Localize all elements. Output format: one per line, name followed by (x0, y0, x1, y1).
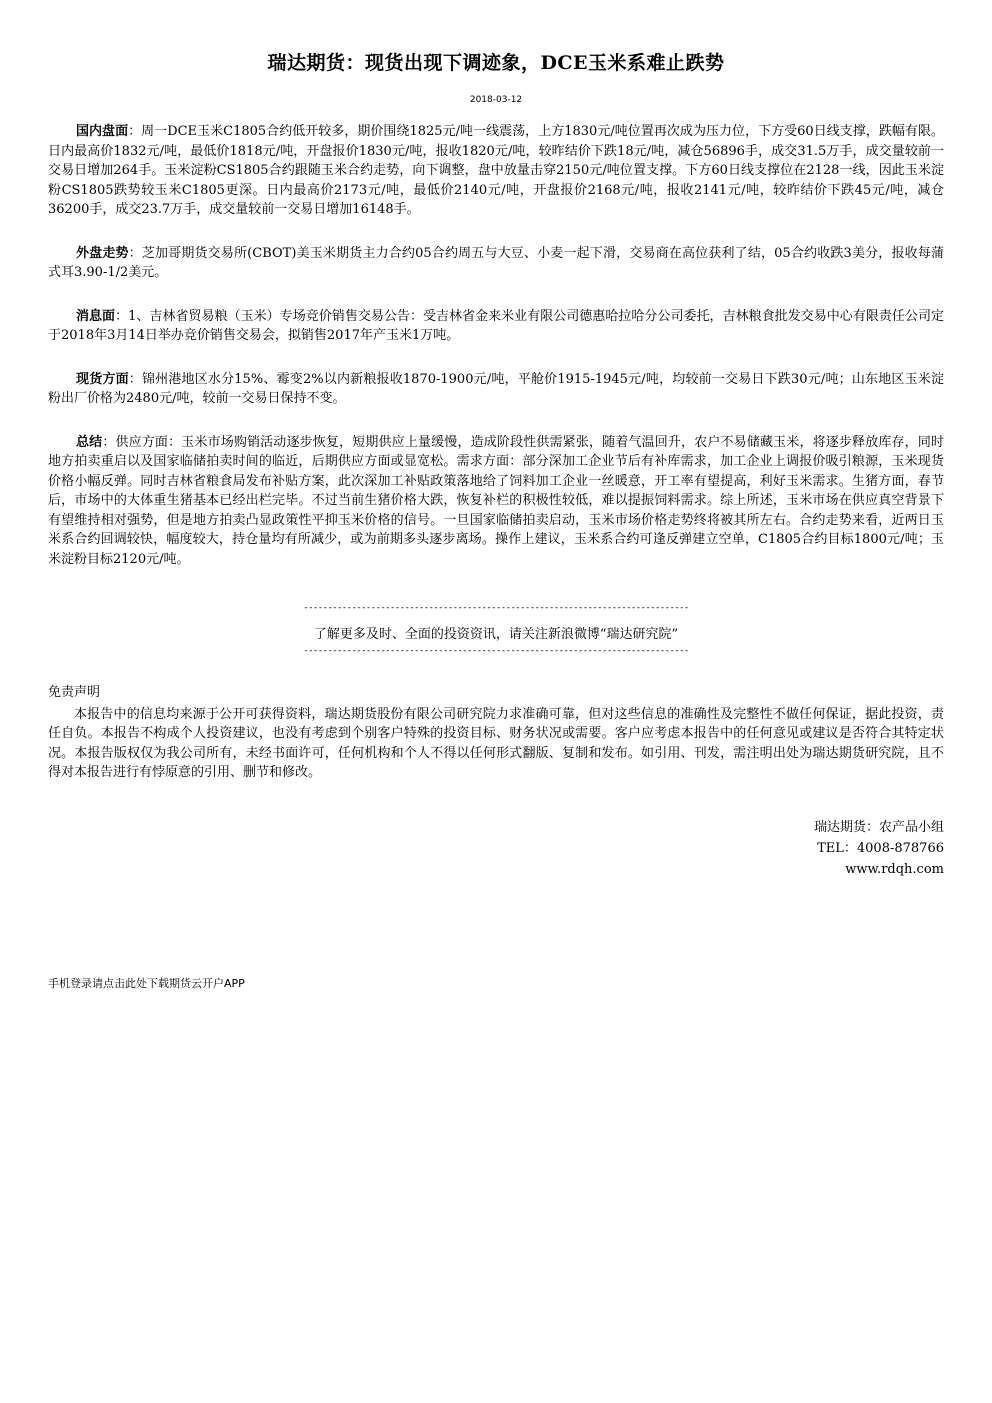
section-label: 总结 (76, 434, 103, 450)
section-label: 消息面 (76, 308, 116, 324)
signature-web[interactable]: www.rdqh.com (845, 862, 944, 877)
disclaimer-text: 本报告中的信息均来源于公开可获得资料，瑞达期货股份有限公司研究院力求准确可靠，但对这些信息的准确性及完整性不做任何保证，据此投资，责任自负。本报告不构成个人投资建议，也没有考虑到个别客户特殊的投资目标、财务状况或需要。客户应考虑本报告中的任何意见或建议是否符合其特定状况。本报告版权仅为我公司所有，未经书面许可，任何机构和个人不得以任何形式翻版、复制和发布。如引用、刊发，需注明出处为瑞达期货研究院，且不得对本报告进行有悖原意的引用、删节和修改。 (48, 706, 944, 780)
divider-top: -------------------------------------------------------------------------------- (303, 603, 689, 613)
weibo-notice (240, 603, 752, 660)
signature-team: 瑞达期货：农产品小组 (813, 820, 944, 835)
section-label: 现货方面 (76, 371, 129, 387)
signature-tel: TEL：4008-878766 (817, 841, 944, 856)
report-date: 2018-03-12 (469, 95, 523, 105)
section-text: ：供应方面：玉米市场购销活动逐步恢复，短期供应上量缓慢，造成阶段性供需紧张，随着气温回升，农户不易储藏玉米，将逐步释放库存，同时地方拍卖重启以及国家临储拍卖时间的临近，后期供应方面或显宽松。需求方面：部分深加工企业节后有补库需求，加工企业上调报价吸引粮源，玉米现货价格小幅反弹。同时吉林省粮食局发布补贴方案，此次深加工补贴政策落地给了饲料加工企业一丝暖意，开工率有望提高，利好玉米需求。生猪方面，春节后，市场中的大体重生猪基本已经出栏完毕。不过当前生猪价格大跌，恢复补栏的积极性较低，难以提振饲料需求。综上所述，玉米市场在供应真空背景下有望维持相对强势，但是地方拍卖凸显政策性平抑玉米价格的信号。一旦国家临储拍卖启动，玉米市场价格走势终将被其所左右。合约走势来看，近两日玉米系合约回调较快，幅度较大，持仓量均有所减少，或为前期多头逐步离场。操作上建议，玉米系合约可逢反弹建立空单，C1805合约目标1800元/吨；玉米淀粉目标2120元/吨。 (48, 434, 944, 567)
section-summary (48, 433, 944, 570)
section-label: 国内盘面 (76, 124, 129, 139)
section-label: 外盘走势 (76, 245, 129, 261)
section-overseas-market (48, 244, 944, 283)
signature (814, 817, 944, 880)
divider-bottom: -------------------------------------------------------------------------------- (303, 646, 689, 656)
disclaimer (48, 683, 944, 783)
section-text: ：芝加哥期货交易所(CBOT)美玉米期货主力合约05合约周五与大豆、小麦一起下滑，交易商在高位获利了结，05合约收跌3美分，报收每蒲式耳3.90-1/2美元。 (48, 245, 944, 280)
report-title: 瑞达期货：现货出现下调迹象，DCE玉米系难止跌势 (267, 52, 725, 74)
disclaimer-title: 免责声明 (48, 685, 101, 700)
section-text: ：1、吉林省贸易粮（玉米）专场竞价销售交易公告：受吉林省金来米业有限公司德惠哈拉哈分公司委托，吉林粮食批发交易中心有限责任公司定于2018年3月14日举办竞价销售交易会，拟销售2017年产玉米1万吨。 (48, 308, 944, 343)
section-text: ：锦州港地区水分15%、霉变2%以内新粮报收1870-1900元/吨，平舱价1915-1945元/吨，均较前一交易日下跌30元/吨；山东地区玉米淀粉出厂价格为2480元/吨，较前一交易日保持不变。 (48, 371, 944, 406)
section-news (48, 307, 944, 346)
report-body (48, 122, 944, 593)
notice-text: 了解更多及时、全面的投资资讯，请关注新浪微博“瑞达研究院” (313, 627, 679, 642)
section-spot (48, 370, 944, 409)
section-text: ：周一DCE玉米C1805合约低开较多，期价围绕1825元/吨一线震荡，上方1830元/吨位置再次成为压力位，下方受60日线支撑，跌幅有限。日内最高价1832元/吨，最低价1818元/吨，开盘报价1830元/吨，报收1820元/吨，较昨结价下跌18元/吨，减仓56896手，成交31.5万手，成交量较前一交易日增加264手。玉米淀粉CS1805合约跟随玉米合约走势，向下调整，盘中放量击穿2150元/吨位置支撑。下方60日线支撑位在2128一线，因此玉米淀粉CS1805跌势较玉米C1805更深。日内最高价2173元/吨，最低价2140元/吨，开盘报价2168元/吨，报收2141元/吨，较昨结价下跌45元/吨，减仓36200手，成交23.7万手，成交量较前一交易日增加16148手。 (48, 124, 944, 217)
section-domestic-market (48, 122, 944, 220)
app-download-link[interactable]: 手机登录请点击此处下载期货云开户APP (48, 977, 245, 990)
